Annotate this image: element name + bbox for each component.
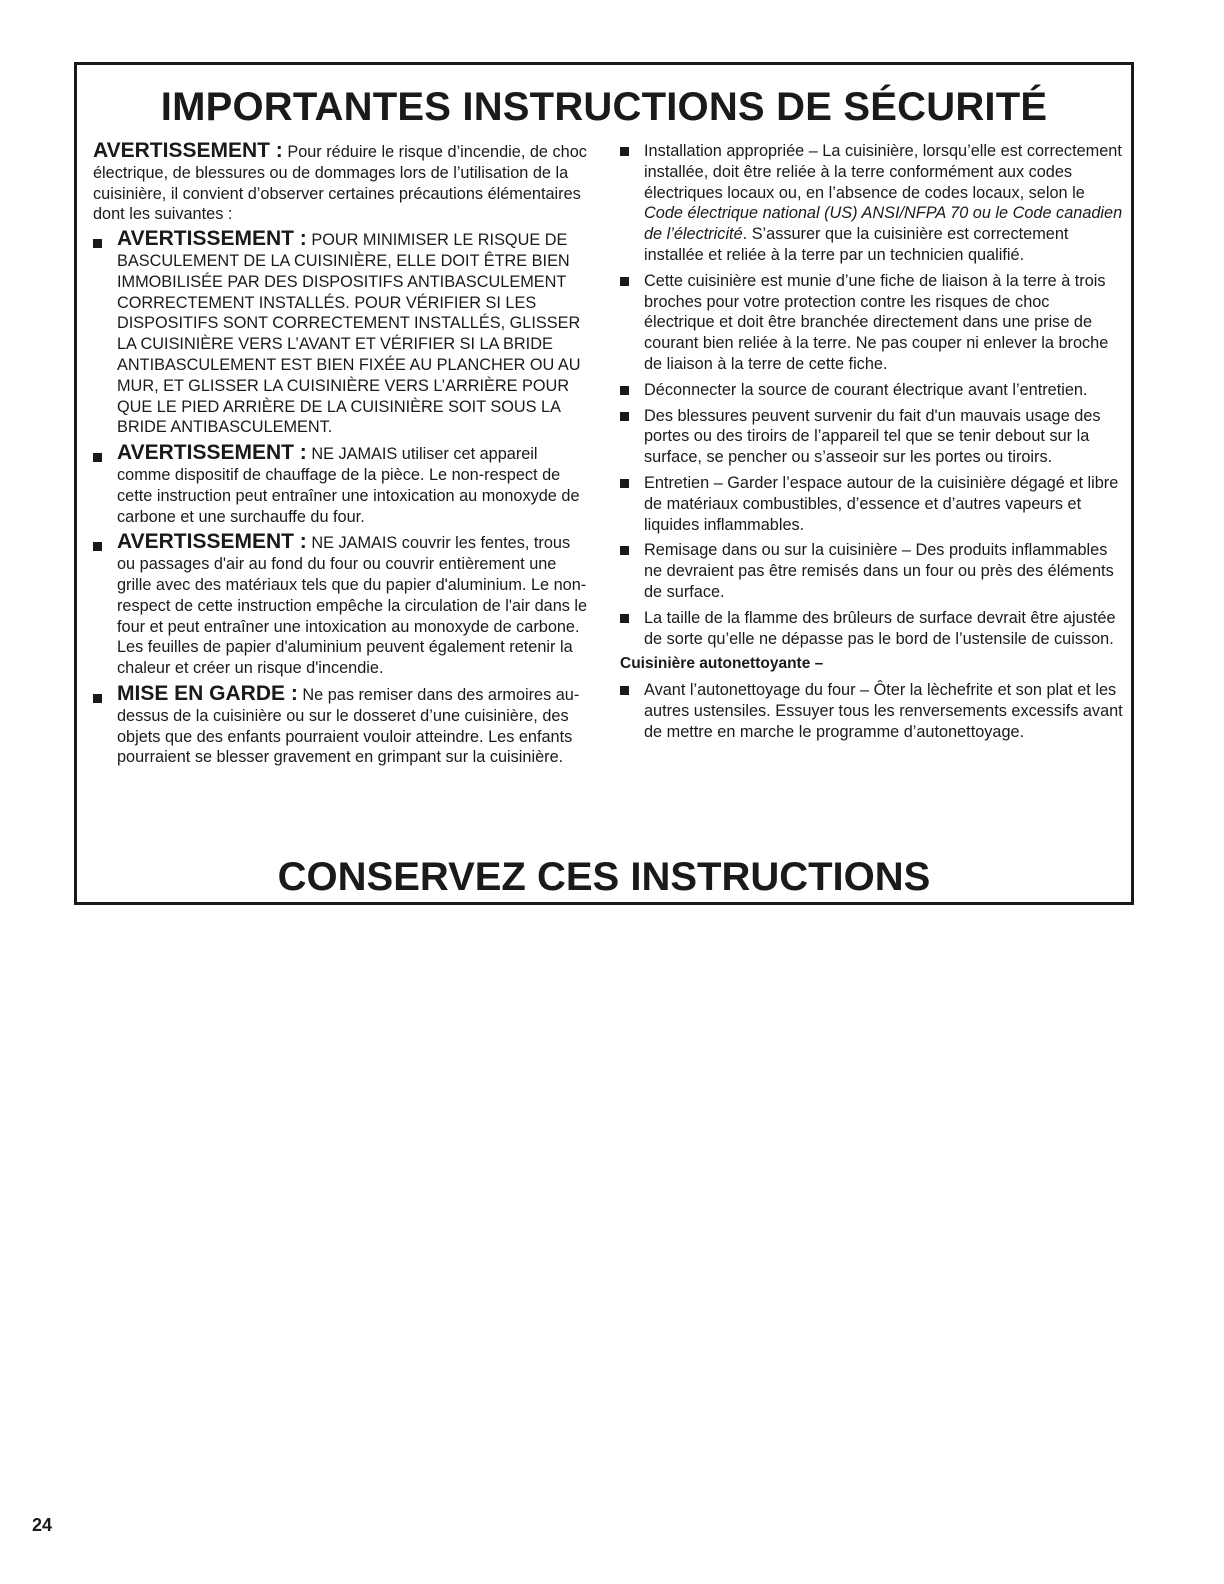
intro-paragraph [93,141,591,225]
item-text: Avant l’autonettoyage du four – Ôter la lèchefrite et son plat et les autres ustensiles. Essuyer tous les renversements excessifs avant de mettre en marche le programme d’autonettoyage. [644,681,1123,741]
list-item [620,380,1123,401]
item-lead: AVERTISSEMENT : [117,441,307,465]
list-item [620,141,1123,266]
item-text: Ne pas remiser dans des armoires au-dessus de la cuisinière ou sur le dosseret d’une cuisinière, des objets que des enfants pourraient vouloir atteindre. Les enfants pourraient se blesser gravement en grimpant sur la cuisinière. [117,685,580,767]
item-lead: MISE EN GARDE : [117,681,298,705]
bullet-icon [620,386,629,395]
self-clean-subheading: Cuisinière autonettoyante – [620,655,824,673]
item-text: Des blessures peuvent survenir du fait d'un mauvais usage des portes ou des tiroirs de l’appareil tel que se tenir debout sur la surface, se pencher ou s’asseoir sur les portes ou tiroirs. [644,406,1101,467]
item-text: NE JAMAIS utiliser cet appareil comme dispositif de chauffage de la pièce. Le non-respect de cette instruction peut entraîner une intoxication au monoxyde de carbone et une surchauffe du four. [117,445,580,526]
list-item [620,473,1123,535]
intro-lead: AVERTISSEMENT : [93,139,283,162]
right-column [620,141,1123,748]
list-item [620,680,1123,742]
page-number: 24 [32,1515,53,1535]
bullet-icon [620,147,629,156]
bullet-icon [93,239,102,248]
code-reference: Code électrique national (US) ANSI/NFPA 70 ou le Code canadien de l’électricité [644,204,1123,244]
save-instructions-title: CONSERVEZ CES INSTRUCTIONS [277,855,931,899]
bullet-icon [620,614,629,623]
item-text: La taille de la flamme des brûleurs de surface devrait être ajustée de sorte qu’elle ne dépasse pas le bord de l’ustensile de cuisson. [644,608,1116,648]
item-text: Cette cuisinière est munie d’une fiche de liaison à la terre à trois broches pour votre protection contre les risques de choc électrique et doit être branchée directement dans une prise de courant bien reliée à la terre. Ne pas couper ni enlever la broche de liaison à la terre de cette fiche. [644,271,1109,373]
list-item [620,406,1123,468]
item-text: Installation appropriée – La cuisinière, lorsqu’elle est correctement installée, doit être reliée à la terre conformément aux codes électriques locaux ou, en l’absence de codes locaux, selon le [644,142,1122,202]
item-text: Déconnecter la source de courant électrique avant l’entretien. [644,380,1088,399]
list-item [620,608,1123,650]
bullet-icon [620,686,629,695]
safety-instructions-box [74,62,1134,905]
bullet-icon [620,277,629,286]
list-item [93,532,591,679]
list-item [93,443,591,527]
item-lead: AVERTISSEMENT : [117,530,307,554]
item-text: Remisage dans ou sur la cuisinière – Des produits inflammables ne devraient pas être remisés dans un four ou près des éléments de surface. [644,541,1114,601]
bullet-icon [620,479,629,488]
bullet-icon [93,694,102,703]
list-item [93,681,591,768]
item-text: . S’assurer que la cuisinière est correctement installée et reliée à la terre par un technicien qualifié. [644,225,1069,264]
page-title: IMPORTANTES INSTRUCTIONS DE SÉCURITÉ [160,85,1048,129]
list-item [620,540,1123,602]
bullet-icon [620,412,629,421]
intro-text: Pour réduire le risque d’incendie, de choc électrique, de blessures ou de dommages lors de l’utilisation de la cuisinière, il convient d’observer certaines précautions élémentaires dont les suivantes : [93,143,587,224]
bullet-icon [93,542,102,551]
item-lead: AVERTISSEMENT : [117,227,307,251]
bullet-icon [93,453,102,462]
item-text: POUR MINIMISER LE RISQUE DE BASCULEMENT DE LA CUISINIÈRE, ELLE DOIT ÊTRE BIEN IMMOBILISÉE PAR DES DISPOSITIFS ANTIBASCULEMENT CORRECTEMENT INSTALLÉS. POUR VÉRIFIER SI LES DISPOSITIFS SONT CORRECTEMENT INSTALLÉS, GLISSER LA CUISINIÈRE VERS L’AVANT ET VÉRIFIER SI LA BRIDE ANTIBASCULEMENT EST BIEN FIXÉE AU PLANCHER OU AU MUR, ET GLISSER LA CUISINIÈRE VERS L’ARRIÈRE POUR QUE LE PIED ARRIÈRE DE LA CUISINIÈRE SOIT SOUS LA BRIDE ANTIBASCULEMENT. [117,231,581,437]
bullet-icon [620,546,629,555]
list-item [93,229,591,438]
left-column [93,141,591,773]
item-text: NE JAMAIS couvrir les fentes, trous ou passages d'air au fond du four ou couvrir entièrement une grille avec des matériaux tels que du papier d'aluminium. Le non-respect de cette instruction empêche la circulation de l'air dans le four et peut entraîner une intoxication au monoxyde de carbone. Les feuilles de papier d'aluminium peuvent également retenir la chaleur et créer un risque d'incendie. [117,534,588,678]
list-item [620,271,1123,375]
item-text: Entretien – Garder l’espace autour de la cuisinière dégagé et libre de matériaux combustibles, d’essence et d’autres vapeurs et liquides inflammables. [644,473,1119,534]
